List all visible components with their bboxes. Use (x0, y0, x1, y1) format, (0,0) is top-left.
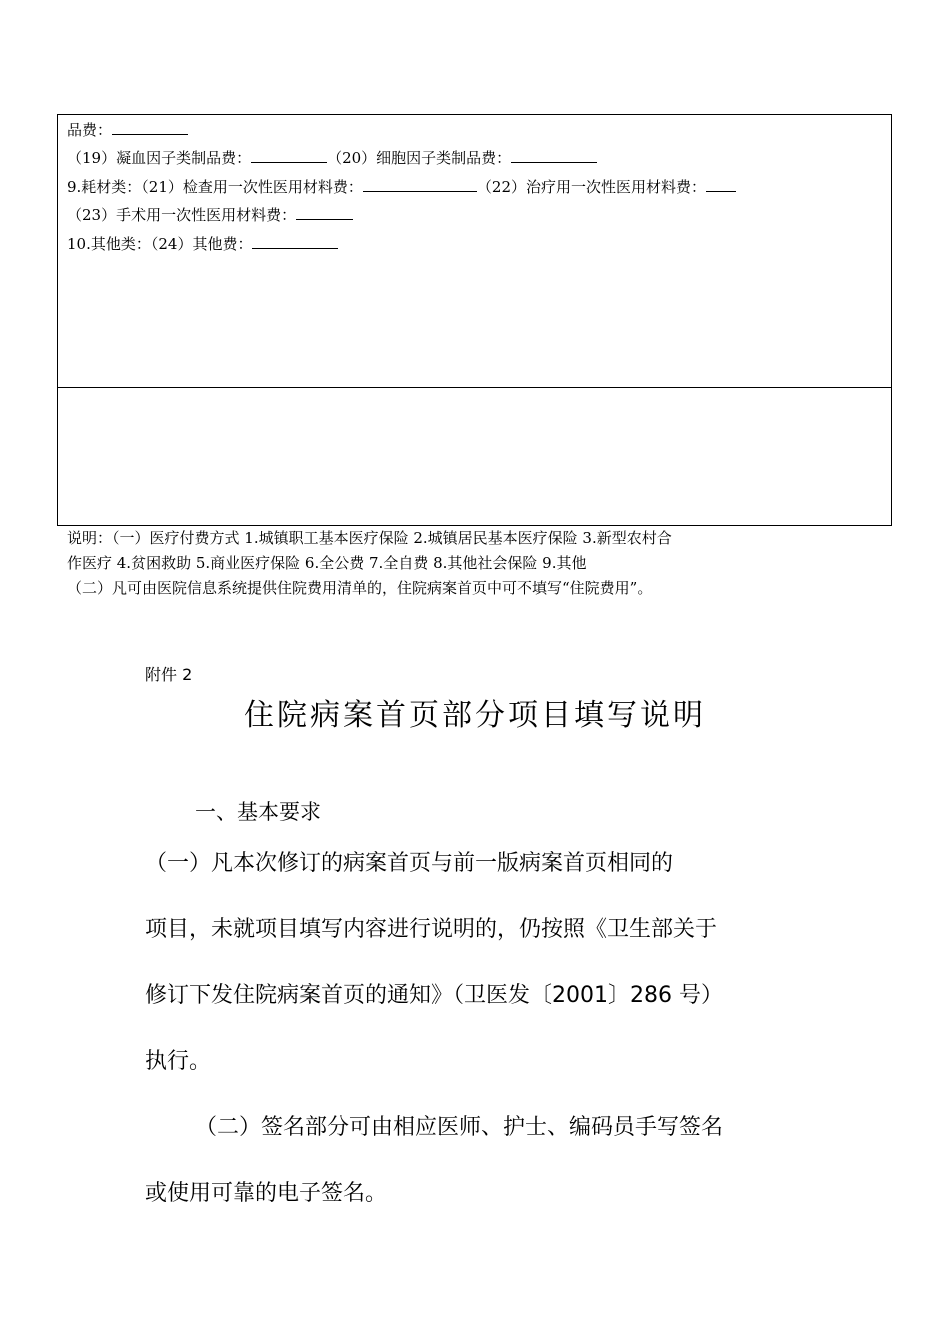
section-heading: 一、基本要求 (195, 800, 321, 824)
paragraph-line: （一）凡本次修订的病案首页与前一版病案首页相同的 (145, 851, 674, 876)
note-line-3: （二）凡可由医院信息系统提供住院费用清单的，住院病案首页中可不填写“住院费用”。 (67, 579, 653, 597)
fee-label-22: （22）治疗用一次性医用材料费： (476, 178, 706, 196)
fee-label-19: （19）凝血因子类制品费： (67, 149, 252, 167)
fee-line-3 (67, 177, 736, 197)
note-line-1: 说明：（一）医疗付费方式 1.城镇职工基本医疗保险 2.城镇居民基本医疗保险 3.新型农村合 (67, 529, 672, 547)
fee-line-4 (67, 205, 353, 225)
fee-label-20: （20）细胞因子类制品费： (327, 149, 512, 167)
fee-line-2 (67, 148, 597, 168)
note-line-2: 作医疗 4.贫困救助 5.商业医疗保险 6.全公费 7.全自费 8.其他社会保险 9.其他 (67, 554, 587, 572)
blank-field[interactable] (363, 177, 477, 192)
blank-field[interactable] (296, 205, 353, 220)
fee-line-5 (67, 234, 338, 254)
fee-label-24: 10.其他类：（24）其他费： (67, 235, 253, 253)
page-title: 住院病案首页部分项目填写说明 (244, 698, 706, 733)
fee-line-1 (67, 120, 188, 140)
blank-field[interactable] (252, 234, 338, 249)
blank-field[interactable] (112, 120, 188, 135)
paragraph-line: 修订下发住院病案首页的通知》（卫医发〔2001〕286 号） (145, 983, 723, 1008)
paragraph-line: （二）签名部分可由相应医师、护士、编码员手写签名 (195, 1115, 724, 1140)
signature-box (57, 388, 892, 526)
paragraph-line: 项目，未就项目填写内容进行说明的，仍按照《卫生部关于 (145, 917, 718, 942)
fee-label-21: 9.耗材类：（21）检查用一次性医用材料费： (67, 178, 363, 196)
attachment-label: 附件 2 (145, 665, 193, 684)
paragraph-line: 或使用可靠的电子签名。 (145, 1181, 388, 1206)
blank-field[interactable] (511, 148, 597, 163)
fee-label-23: （23）手术用一次性医用材料费： (67, 206, 297, 224)
fee-label-products: 品费： (67, 121, 113, 139)
blank-field[interactable] (706, 177, 736, 192)
paragraph-line: 执行。 (145, 1049, 212, 1074)
blank-field[interactable] (251, 148, 327, 163)
